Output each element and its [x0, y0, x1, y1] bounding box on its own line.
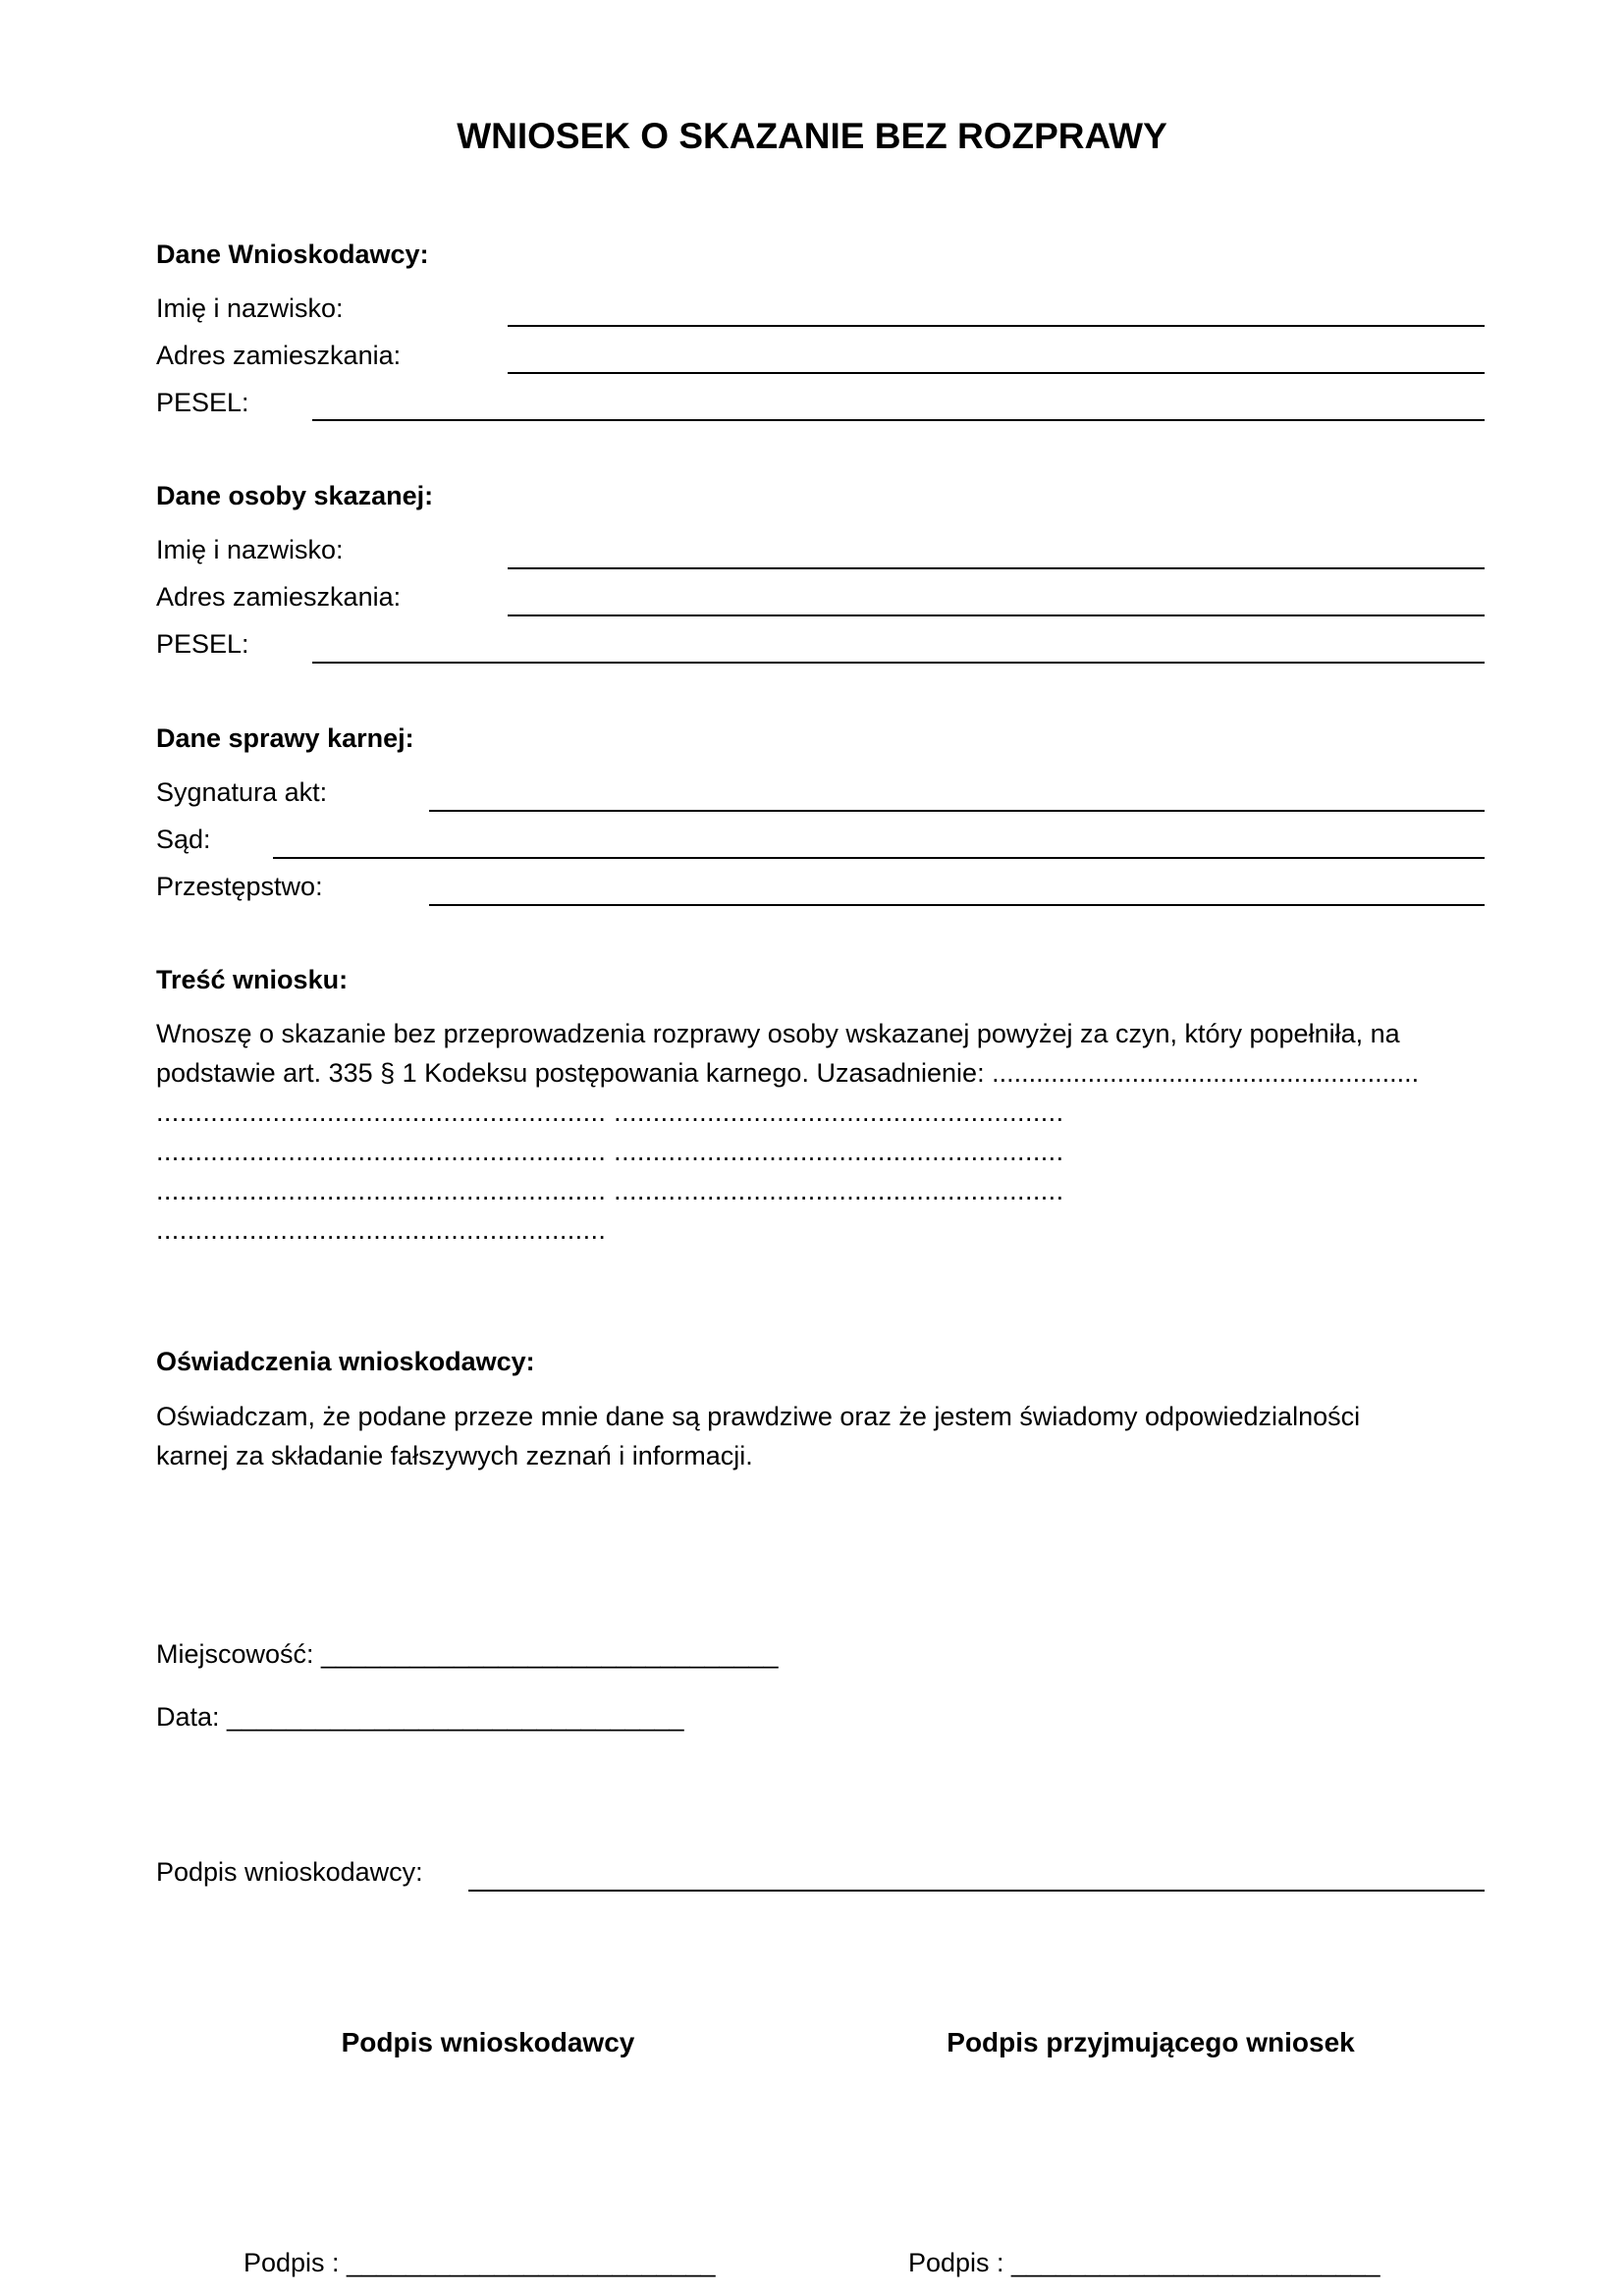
convicted-address-label: Adres zamieszkania: [156, 582, 402, 612]
applicant-name-label: Imię i nazwisko: [156, 294, 344, 323]
case-heading: Dane sprawy karnej: [156, 723, 414, 753]
case-crime-label: Przestępstwo: [156, 872, 323, 901]
applicant-address-field[interactable] [508, 372, 1485, 374]
request-text-line-2: podstawie art. 335 § 1 Kodeksu postępowania karnego. Uzasadnienie: .......................................................... [156, 1058, 1420, 1088]
case-signature-field[interactable] [429, 810, 1485, 812]
case-crime-field[interactable] [429, 904, 1485, 906]
justification-dots-line[interactable]: .......................................................... [156, 1215, 607, 1245]
statement-text-line-2: karnej za składanie fałszywych zeznań i informacji. [156, 1441, 753, 1470]
statement-text-line-1: Oświadczam, że podane przeze mnie dane są prawdziwe oraz że jestem świadomy odpowiedzialności [156, 1402, 1361, 1431]
applicant-name-field[interactable] [508, 325, 1485, 327]
convicted-heading: Dane osoby skazanej: [156, 481, 434, 510]
case-signature-label: Sygnatura akt: [156, 777, 328, 807]
applicant-pesel-field[interactable] [312, 419, 1485, 421]
request-text-line-1: Wnoszę o skazanie bez przeprowadzenia rozprawy osoby wskazanej powyżej za czyn, który popełniła, na [156, 1019, 1400, 1048]
place-field[interactable]: Miejscowość: _______________________________ [156, 1639, 779, 1669]
justification-dots-line[interactable]: .......................................................... .......................................................... [156, 1137, 1064, 1166]
applicant-pesel-label: PESEL: [156, 388, 249, 417]
convicted-name-label: Imię i nazwisko: [156, 535, 344, 564]
left-signature-heading: Podpis wnioskodawcy [341, 2027, 635, 2057]
date-field[interactable]: Data: _______________________________ [156, 1702, 684, 1732]
applicant-heading: Dane Wnioskodawcy: [156, 240, 429, 269]
convicted-name-field[interactable] [508, 567, 1485, 569]
convicted-pesel-field[interactable] [312, 662, 1485, 664]
applicant-address-label: Adres zamieszkania: [156, 341, 402, 370]
document-title: WNIOSEK O SKAZANIE BEZ ROZPRAWY [457, 116, 1167, 156]
left-signature-field[interactable]: Podpis : _________________________ [244, 2248, 716, 2277]
justification-dots-line[interactable]: .......................................................... .......................................................... [156, 1176, 1064, 1205]
applicant-signature-field[interactable] [468, 1890, 1485, 1892]
convicted-address-field[interactable] [508, 614, 1485, 616]
justification-dots-line[interactable]: .......................................................... .......................................................... [156, 1097, 1064, 1127]
applicant-signature-label: Podpis wnioskodawcy: [156, 1857, 423, 1887]
statement-heading: Oświadczenia wnioskodawcy: [156, 1347, 535, 1376]
case-court-field[interactable] [273, 857, 1485, 859]
right-signature-field[interactable]: Podpis : _________________________ [908, 2248, 1380, 2277]
right-signature-heading: Podpis przyjmującego wniosek [947, 2027, 1355, 2057]
request-heading: Treść wniosku: [156, 965, 349, 994]
case-court-label: Sąd: [156, 825, 211, 854]
convicted-pesel-label: PESEL: [156, 629, 249, 659]
